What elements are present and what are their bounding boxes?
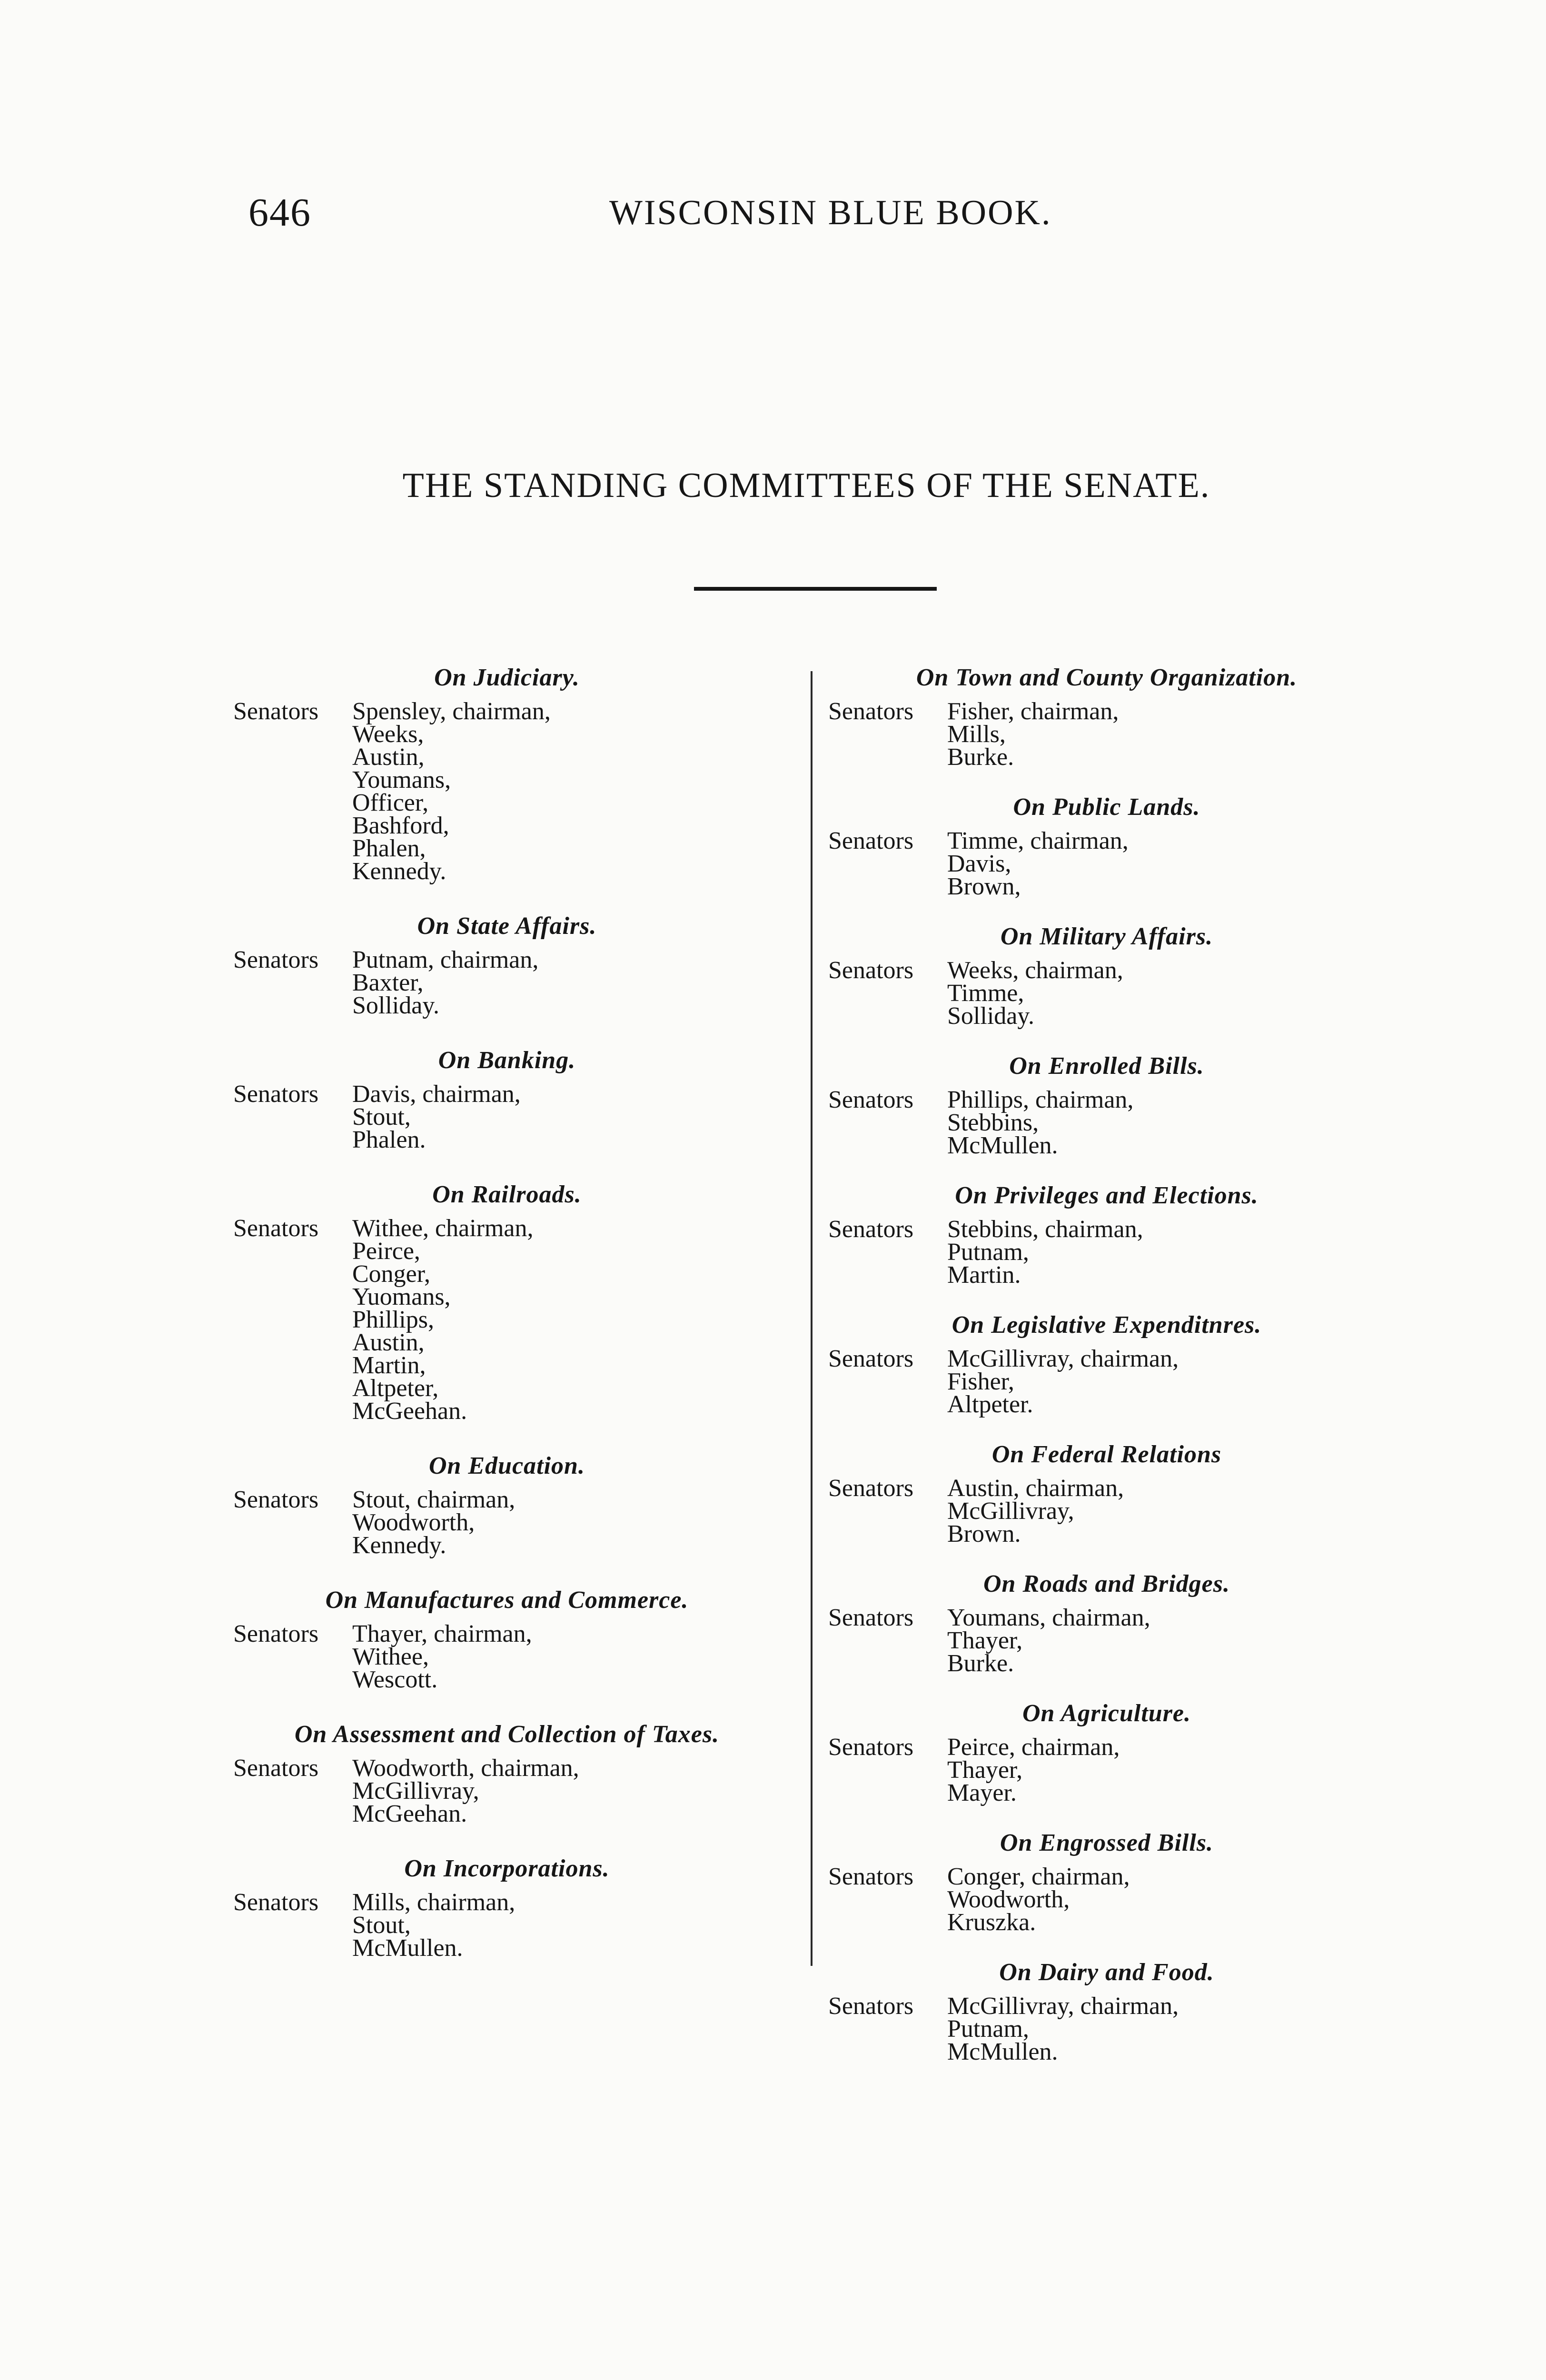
senators-label: Senators xyxy=(828,1863,914,1890)
member-name: Phillips, chairman, xyxy=(947,1086,1134,1113)
committee xyxy=(828,1959,1385,2063)
member-name: Martin, xyxy=(352,1352,426,1379)
member-name: Mayer. xyxy=(947,1779,1017,1806)
member-name: Phillips, xyxy=(352,1306,434,1333)
column-divider xyxy=(811,671,813,1966)
committee-heading: On Dairy and Food. xyxy=(999,1959,1214,1986)
committee xyxy=(233,1181,781,1423)
member-name: Fisher, chairman, xyxy=(947,698,1119,725)
member-name: Bashford, xyxy=(352,812,449,839)
member-name: Peirce, chairman, xyxy=(947,1734,1120,1761)
member-name: Officer, xyxy=(352,789,429,816)
senators-label: Senators xyxy=(828,827,914,854)
member-name: Austin, xyxy=(352,744,425,771)
committee-heading: On Incorporations. xyxy=(404,1855,610,1882)
member-name: Youmans, xyxy=(352,766,451,793)
member-name: Solliday. xyxy=(947,1002,1034,1030)
member-name: Peirce, xyxy=(352,1238,420,1265)
member-list xyxy=(233,1488,781,1557)
member-list xyxy=(828,1736,1385,1805)
senators-label: Senators xyxy=(233,1486,319,1513)
member-name: Weeks, xyxy=(352,721,424,748)
member-list xyxy=(233,1891,781,1960)
senators-label: Senators xyxy=(828,1993,914,2020)
member-name: Altpeter, xyxy=(352,1375,439,1402)
member-name: Conger, chairman, xyxy=(947,1863,1130,1890)
member-name: Putnam, chairman, xyxy=(352,946,539,973)
committee xyxy=(233,1587,781,1691)
right-column xyxy=(828,664,1385,2088)
member-name: Wescott. xyxy=(352,1666,438,1693)
member-name: Davis, chairman, xyxy=(352,1081,521,1108)
member-name: Thayer, chairman, xyxy=(352,1620,532,1647)
member-list xyxy=(233,1083,781,1151)
running-head: WISCONSIN BLUE BOOK. xyxy=(609,193,1052,232)
member-name: McGillivray, chairman, xyxy=(947,1345,1179,1372)
member-name: Stout, xyxy=(352,1103,411,1130)
committee xyxy=(828,1311,1385,1416)
committee xyxy=(233,1855,781,1960)
committee-heading: On Military Affairs. xyxy=(1000,923,1213,950)
committee xyxy=(828,1700,1385,1805)
senators-label: Senators xyxy=(828,1216,914,1243)
member-name: Stebbins, xyxy=(947,1109,1039,1136)
title-rule xyxy=(694,587,937,591)
senators-label: Senators xyxy=(828,1734,914,1761)
committee-heading: On Federal Relations xyxy=(991,1441,1222,1468)
committee-heading: On Education. xyxy=(429,1452,585,1479)
member-name: Woodworth, xyxy=(352,1509,475,1536)
senators-label: Senators xyxy=(233,1081,319,1108)
member-list xyxy=(828,1865,1385,1934)
senators-label: Senators xyxy=(828,1475,914,1502)
page-title: THE STANDING COMMITTEES OF THE SENATE. xyxy=(402,466,1210,505)
committee xyxy=(828,923,1385,1028)
senators-label: Senators xyxy=(233,1889,319,1916)
member-name: Stout, xyxy=(352,1912,411,1939)
member-list xyxy=(233,1757,781,1825)
member-list xyxy=(828,1477,1385,1546)
committee-heading: On Roads and Bridges. xyxy=(983,1570,1230,1597)
member-name: Timme, xyxy=(947,980,1024,1007)
committee-heading: On Banking. xyxy=(438,1047,576,1074)
committee xyxy=(828,1182,1385,1287)
senators-label: Senators xyxy=(233,1755,319,1782)
member-name: Austin, xyxy=(352,1329,425,1356)
member-name: Putnam, xyxy=(947,1239,1029,1266)
senators-label: Senators xyxy=(828,698,914,725)
member-name: Brown. xyxy=(947,1520,1021,1547)
committee-heading: On Enrolled Bills. xyxy=(1009,1052,1204,1080)
member-name: Solliday. xyxy=(352,992,439,1019)
committee xyxy=(233,1047,781,1151)
member-name: Woodworth, xyxy=(947,1886,1070,1913)
member-name: McMullen. xyxy=(947,2038,1058,2065)
member-list xyxy=(233,946,781,1019)
member-name: Brown, xyxy=(947,873,1021,900)
member-name: Mills, chairman, xyxy=(352,1889,515,1916)
member-list xyxy=(233,700,781,883)
committee-heading: On Railroads. xyxy=(432,1181,582,1208)
member-list xyxy=(233,1620,781,1693)
committee-heading: On Assessment and Collection of Taxes. xyxy=(294,1721,720,1748)
senators-label: Senators xyxy=(233,946,319,973)
member-name: Phalen. xyxy=(352,1126,426,1153)
page-number: 646 xyxy=(248,190,311,235)
member-name: Burke. xyxy=(947,1650,1014,1677)
member-name: McGillivray, chairman, xyxy=(947,1993,1179,2020)
member-name: McGillivray, xyxy=(947,1497,1074,1525)
member-list xyxy=(828,1086,1385,1159)
senators-label: Senators xyxy=(233,698,319,725)
committee-heading: On Agriculture. xyxy=(1022,1700,1191,1727)
member-list xyxy=(828,700,1385,769)
member-list xyxy=(828,1218,1385,1287)
member-name: Putnam, xyxy=(947,2015,1029,2043)
member-name: Burke. xyxy=(947,744,1014,771)
member-name: McMullen. xyxy=(352,1934,463,1962)
member-name: McMullen. xyxy=(947,1132,1058,1159)
member-name: McGeehan. xyxy=(352,1398,467,1425)
committee xyxy=(233,1721,781,1825)
member-name: Conger, xyxy=(352,1260,430,1288)
committee-heading: On Judiciary. xyxy=(434,664,580,691)
member-name: Baxter, xyxy=(352,969,424,996)
member-name: McGeehan. xyxy=(352,1800,467,1827)
member-list xyxy=(828,1606,1385,1675)
committee-heading: On Manufactures and Commerce. xyxy=(325,1587,689,1614)
member-name: Thayer, xyxy=(947,1756,1023,1784)
committee xyxy=(233,1452,781,1557)
committee-heading: On State Affairs. xyxy=(417,912,597,940)
member-name: Phalen, xyxy=(352,835,426,862)
committee xyxy=(233,664,781,883)
committee xyxy=(828,1052,1385,1157)
member-name: Stout, chairman, xyxy=(352,1486,515,1513)
member-list xyxy=(828,827,1385,900)
member-name: Mills, xyxy=(947,721,1006,748)
senators-label: Senators xyxy=(828,1086,914,1113)
senators-label: Senators xyxy=(828,1345,914,1372)
committee-heading: On Legislative Expenditnres. xyxy=(951,1311,1262,1339)
committee xyxy=(233,912,781,1017)
left-column xyxy=(233,664,781,1989)
senators-label: Senators xyxy=(828,1604,914,1631)
member-name: Davis, xyxy=(947,850,1011,877)
member-name: Withee, chairman, xyxy=(352,1215,534,1242)
member-name: McGillivray, xyxy=(352,1777,479,1805)
senators-label: Senators xyxy=(233,1215,319,1242)
committee-heading: On Privileges and Elections. xyxy=(955,1182,1259,1209)
committee xyxy=(828,793,1385,898)
senators-label: Senators xyxy=(828,957,914,984)
member-list xyxy=(828,959,1385,1028)
member-name: Yuomans, xyxy=(352,1283,451,1310)
member-name: Withee, xyxy=(352,1643,429,1670)
member-name: Fisher, xyxy=(947,1368,1014,1395)
member-name: Timme, chairman, xyxy=(947,827,1129,854)
committee-heading: On Public Lands. xyxy=(1013,793,1200,821)
member-list xyxy=(828,1345,1385,1418)
member-list xyxy=(828,1995,1385,2063)
member-name: Thayer, xyxy=(947,1627,1023,1654)
senators-label: Senators xyxy=(233,1620,319,1647)
member-name: Stebbins, chairman, xyxy=(947,1216,1143,1243)
committee-heading: On Engrossed Bills. xyxy=(1000,1829,1214,1856)
member-name: Kennedy. xyxy=(352,1532,446,1559)
committee xyxy=(828,1570,1385,1675)
member-name: Weeks, chairman, xyxy=(947,957,1123,984)
committee-heading: On Town and County Organization. xyxy=(916,664,1298,691)
member-name: Youmans, chairman, xyxy=(947,1604,1150,1631)
committee xyxy=(828,1829,1385,1934)
member-name: Altpeter. xyxy=(947,1391,1033,1418)
member-list xyxy=(233,1217,781,1423)
member-name: Woodworth, chairman, xyxy=(352,1755,579,1782)
committee xyxy=(828,664,1385,769)
member-name: Kruszka. xyxy=(947,1909,1036,1936)
member-name: Spensley, chairman, xyxy=(352,698,551,725)
member-name: Austin, chairman, xyxy=(947,1475,1124,1502)
member-name: Martin. xyxy=(947,1261,1021,1289)
member-name: Kennedy. xyxy=(352,858,446,885)
committee xyxy=(828,1441,1385,1546)
